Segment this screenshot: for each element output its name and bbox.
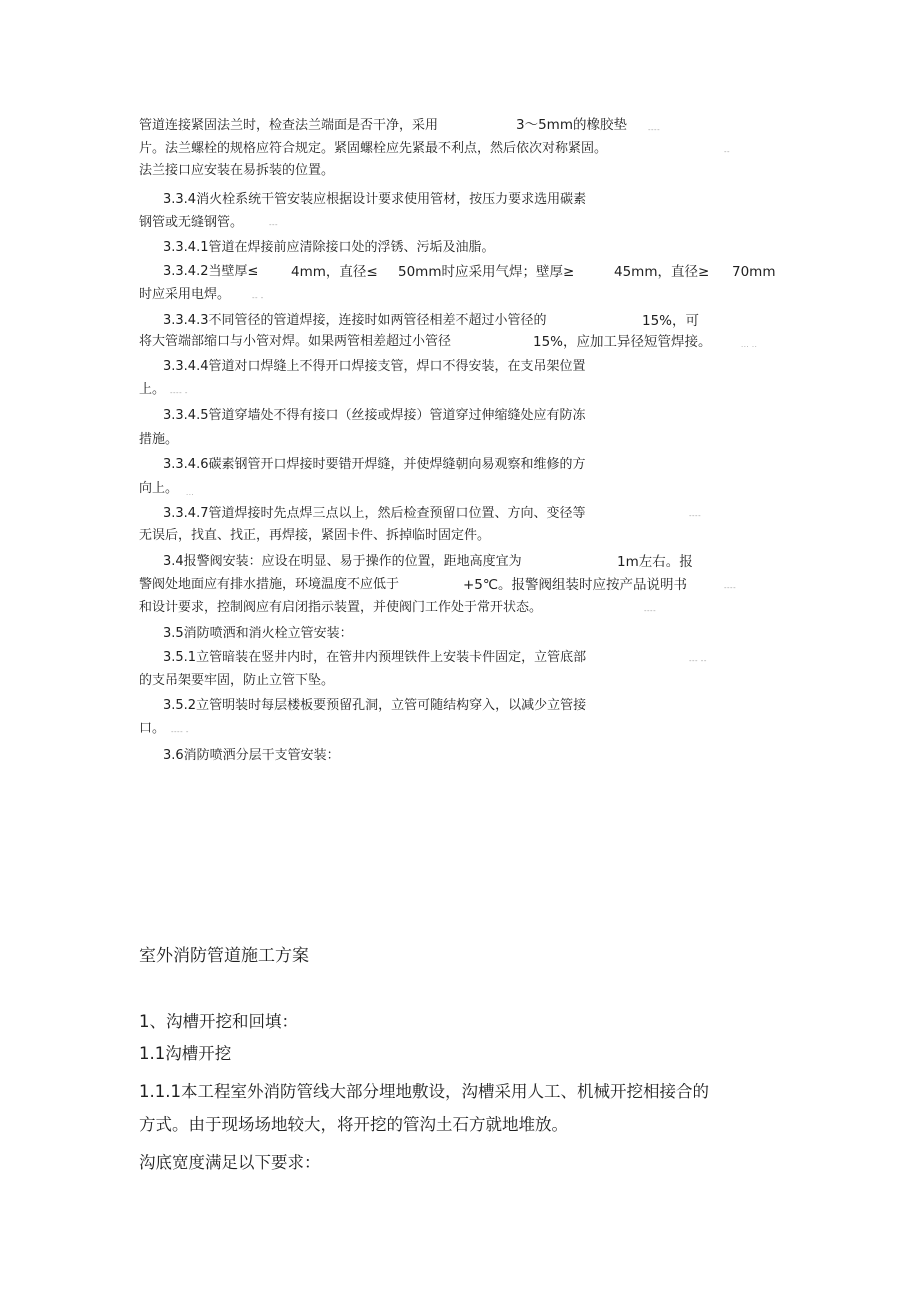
heading-1-1: 1.1沟槽开挖 xyxy=(139,1044,232,1063)
heading-1: 1、沟槽开挖和回填： xyxy=(139,1012,298,1031)
section-3-3-4-3-d: 15%，应加工异径短管焊接。 xyxy=(533,334,712,350)
scan-mark: ... xyxy=(186,489,195,497)
scan-mark: ... .. xyxy=(741,341,758,349)
text-line: 3～5mm的橡胶垫 xyxy=(516,117,627,133)
section-3-3-4-3-c: 将大管端部缩口与小管对焊。如果两管相差超过小管径 xyxy=(139,334,452,349)
section-3-3-4-3-a: 3.3.4.3不同管径的管道焊接，连接时如两管径相差不超过小管径的 xyxy=(163,313,547,328)
scan-mark: ---- xyxy=(724,584,737,592)
scan-mark: --- xyxy=(269,221,279,229)
scan-mark: ---- xyxy=(644,607,657,615)
section-3-3-4-line2: 钢管或无缝钢管。 xyxy=(139,215,244,230)
section-3-5-1-line1: 3.5.1立管暗装在竖井内时，在管井内预埋铁件上安装卡件固定，立管底部 xyxy=(163,650,587,665)
section-3-3-4-6-line2: 向上。 xyxy=(139,481,179,496)
scan-mark: ---- xyxy=(648,126,661,134)
scan-mark: -- xyxy=(724,148,731,156)
paragraph-line: 方式。由于现场场地较大，将开挖的管沟土石方就地堆放。 xyxy=(139,1115,568,1134)
section-3-3-4-2-b: 4mm，直径≤ xyxy=(291,264,378,280)
section-3-4-a: 3.4报警阀安装：应设在明显、易于操作的位置，距地高度宜为 xyxy=(163,554,522,569)
paragraph-line: 沟底宽度满足以下要求： xyxy=(139,1153,321,1172)
section-3-3-4-2-c: 50mm时应采用气焊；壁厚≥ xyxy=(398,264,575,280)
section-3-3-4-7-line2: 无误后，找直、找正，再焊接，紧固卡件、拆掉临时固定件。 xyxy=(139,528,491,543)
section-3-5-2-line1: 3.5.2立管明装时每层楼板要预留孔洞，立管可随结构穿入，以减少立管接 xyxy=(163,698,587,713)
section-3-3-4-2-line2: 时应采用电焊。 xyxy=(139,287,231,302)
text-line: 管道连接紧固法兰时，检查法兰端面是否干净，采用 xyxy=(139,118,439,133)
text-line: 法兰接口应安装在易拆装的位置。 xyxy=(139,163,335,178)
paragraph-line: 1.1.1本工程室外消防管线大部分埋地敷设，沟槽采用人工、机械开挖相接合的 xyxy=(139,1082,709,1101)
section-3-3-4-5-line2: 措施。 xyxy=(139,432,179,447)
section-3-5: 3.5消防喷洒和消火栓立管安装： xyxy=(163,626,353,641)
scan-mark: ---- - xyxy=(171,728,189,736)
section-3-3-4-3-b: 15%，可 xyxy=(642,313,700,329)
section-3-3-4-4-line2: 上。 xyxy=(139,382,166,397)
section-3-5-2-line2: 口。 xyxy=(139,721,166,736)
text-line: 片。法兰螺栓的规格应符合规定。紧固螺栓应先紧最不利点，然后依次对称紧固。 xyxy=(139,141,608,156)
section-3-3-4-6-line1: 3.3.4.6碳素钢管开口焊接时要错开焊缝，并使焊缝朝向易观察和维修的方 xyxy=(163,457,586,472)
section-title: 室外消防管道施工方案 xyxy=(139,946,309,966)
scan-mark: ---- - xyxy=(170,389,188,397)
section-3-3-4-4-line1: 3.3.4.4管道对口焊缝上不得开口焊接支管，焊口不得安装，在支吊架位置 xyxy=(163,359,586,374)
section-3-4-e: 和设计要求，控制阀应有启闭指示装置，并使阀门工作处于常开状态。 xyxy=(139,600,543,615)
section-3-3-4-7-line1: 3.3.4.7管道焊接时先点焊三点以上，然后检查预留口位置、方向、变径等 xyxy=(163,506,586,521)
section-3-6: 3.6消防喷洒分层干支管安装： xyxy=(163,748,340,763)
section-3-3-4-1: 3.3.4.1管道在焊接前应清除接口处的浮锈、污垢及油脂。 xyxy=(163,240,495,255)
section-3-3-4-2-e: 70mm xyxy=(732,264,776,280)
section-3-4-c: 警阀处地面应有排水措施，环境温度不应低于 xyxy=(139,577,400,592)
section-3-5-1-line2: 的支吊架要牢固，防止立管下坠。 xyxy=(139,673,335,688)
scan-mark: ---- xyxy=(689,512,702,520)
section-3-3-4-line1: 3.3.4消火栓系统干管安装应根据设计要求使用管材，按压力要求选用碳素 xyxy=(163,192,587,207)
section-3-3-4-2-a: 3.3.4.2当壁厚≤ xyxy=(163,264,259,279)
section-3-4-b: 1m左右。报 xyxy=(617,554,693,570)
section-3-3-4-2-d: 45mm，直径≥ xyxy=(614,264,710,280)
section-3-4-d: +5℃。报警阀组装时应按产品说明书 xyxy=(463,577,688,593)
section-3-3-4-5-line1: 3.3.4.5管道穿墙处不得有接口（丝接或焊接）管道穿过伸缩缝处应有防冻 xyxy=(163,408,586,423)
scan-mark: -- - xyxy=(252,294,264,302)
scan-mark: --- -- xyxy=(689,657,707,665)
